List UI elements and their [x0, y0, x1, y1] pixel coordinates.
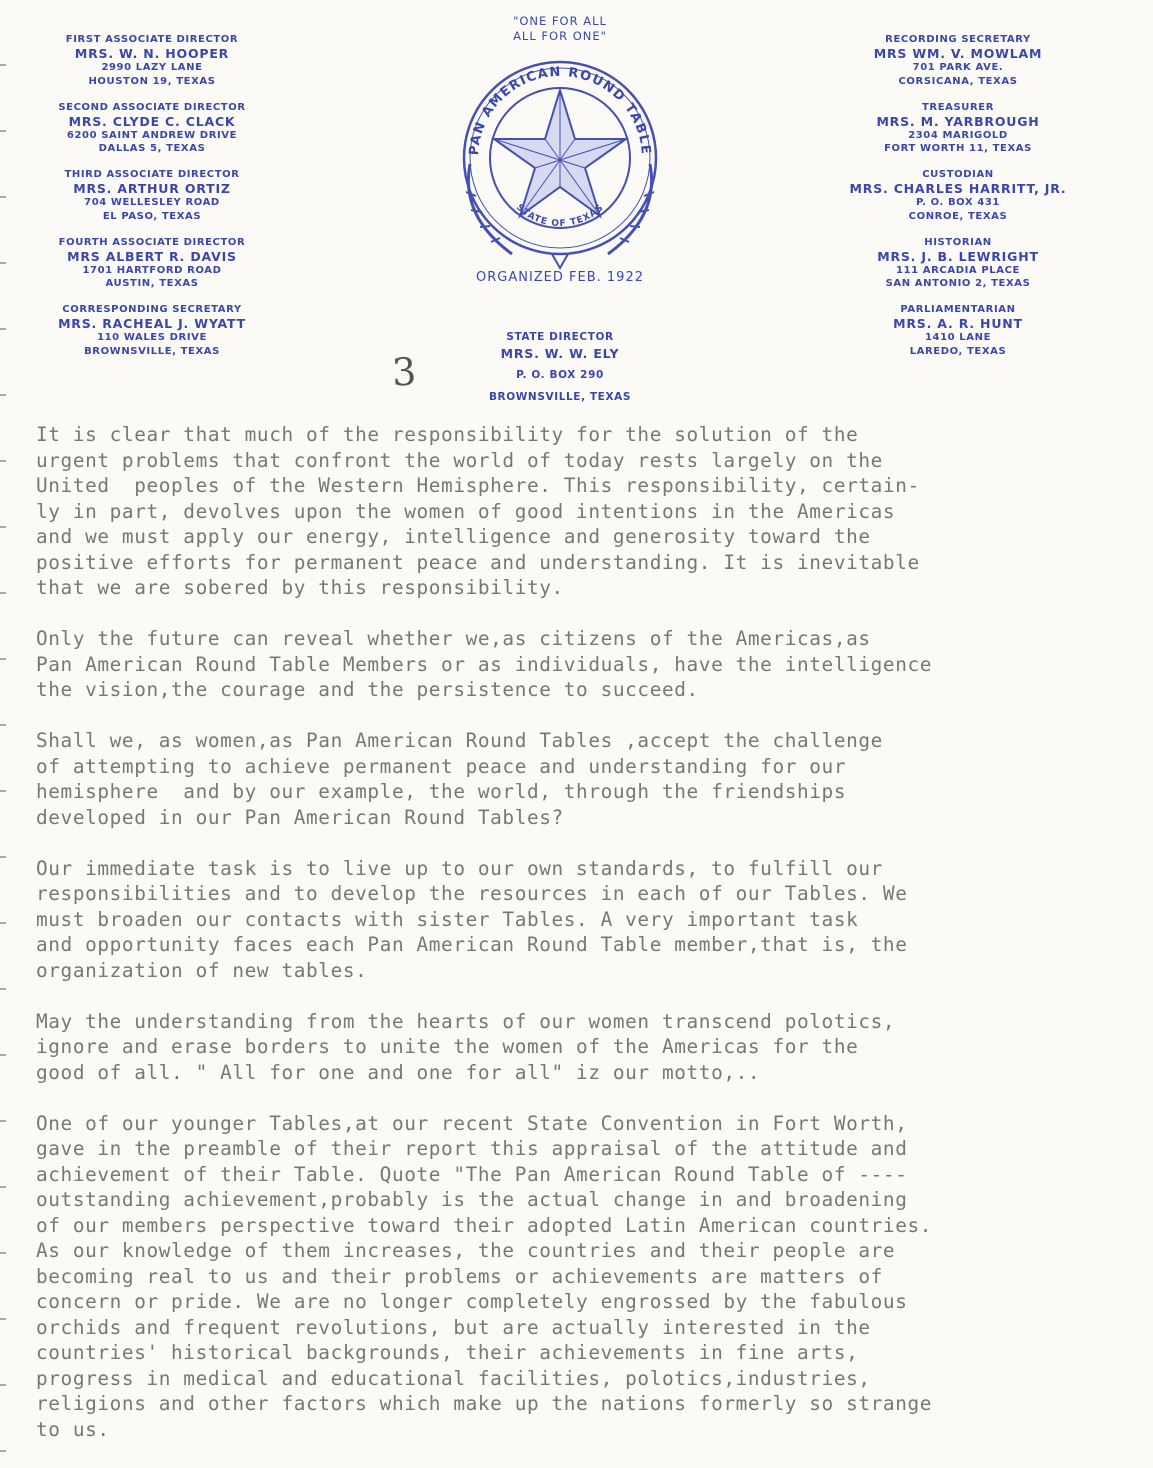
text-line: orchids and frequent revolutions, but are actually interested in the [36, 1315, 871, 1339]
officer-city: CORSICANA, TEXAS [898, 75, 1018, 87]
officer-name: MRS. ARTHUR ORTIZ [73, 181, 231, 196]
officer-role: FOURTH ASSOCIATE DIRECTOR [58, 236, 246, 248]
seal-text-top: PAN AMERICAN ROUND TABLE [466, 64, 654, 156]
officer-name: MRS. CLYDE C. CLACK [68, 113, 236, 129]
paragraph [36, 1009, 1136, 1086]
motto-line-2: ALL FOR ONE" [513, 29, 607, 43]
officer-address: 110 WALES DRIVE [97, 332, 207, 343]
officer-address: 2990 LAZY LANE [101, 62, 203, 73]
officer-role: SECOND ASSOCIATE DIRECTOR [58, 101, 246, 113]
text-line: countries' historical backgrounds, their achievements in fine arts, [36, 1341, 859, 1364]
text-line: Pan American Round Table Members or as individuals, have the intelligence [36, 652, 933, 676]
officer-city: AUSTIN, TEXAS [105, 278, 199, 289]
officer-block [22, 304, 282, 372]
paragraph [36, 626, 1136, 703]
text-line: and we must apply our energy, intelligence and generosity toward the [36, 525, 871, 548]
motto-line-1: "ONE FOR ALL [513, 14, 607, 28]
officer-block [828, 34, 1088, 102]
text-line: progress in medical and educational facilities, polotics,industries, [36, 1366, 871, 1390]
officer-address: 2304 MARIGOLD [908, 129, 1008, 141]
officer-city: CONROE, TEXAS [908, 210, 1008, 222]
officer-city: LAREDO, TEXAS [909, 345, 1007, 357]
officer-block [22, 169, 282, 237]
text-line: concern or pride. We are no longer completely engrossed by the fabulous [36, 1290, 908, 1313]
text-line: urgent problems that confront the world of today rests largely on the [36, 448, 883, 472]
text-line: Only the future can reveal whether we,as citizens of the Americas,as [36, 627, 871, 650]
officer-address: 111 ARCADIA PLACE [896, 264, 1020, 276]
right-officers-column [828, 34, 1088, 372]
officer-block [22, 237, 282, 305]
text-line: United peoples of the Western Hemisphere. This responsibility, certain- [36, 474, 920, 497]
officer-block [828, 169, 1088, 237]
scan-edge-marks [0, 0, 6, 1465]
state-director-address: P. O. BOX 290 [516, 369, 604, 381]
text-line: achievement of their Table. Quote "The Pan American Round Table of ---- [36, 1162, 908, 1186]
letter-body [36, 422, 1136, 1468]
officer-address: 1701 HARTFORD ROAD [82, 264, 222, 276]
officer-city: BROWNSVILLE, TEXAS [84, 345, 220, 357]
text-line: responsibilities and to develop the resources in each of our Tables. We [36, 882, 908, 905]
text-line: developed in our Pan American Round Tables? [36, 805, 564, 829]
officer-role: HISTORIAN [924, 236, 992, 248]
text-line: It is clear that much of the responsibility for the solution of the [36, 423, 859, 446]
text-line: outstanding achievement,probably is the actual change in and broadening [36, 1188, 908, 1211]
paragraph [36, 856, 1136, 984]
text-line: May the understanding from the hearts of our women transcend polotics, [36, 1009, 896, 1033]
officer-city: FORT WORTH 11, TEXAS [884, 143, 1032, 154]
text-line: organization of new tables. [36, 958, 368, 982]
handwritten-page-number: 3 [390, 349, 418, 395]
text-line: to us. [36, 1417, 110, 1441]
officer-block [828, 237, 1088, 305]
seal-text-bottom: STATE OF TEXAS [514, 202, 606, 230]
round-table-seal-logo [442, 46, 678, 272]
state-director-city: BROWNSVILLE, TEXAS [488, 391, 632, 403]
officer-address: 6200 SAINT ANDREW DRIVE [66, 129, 238, 141]
officer-name: MRS. A. R. HUNT [893, 316, 1023, 331]
text-line: Our immediate task is to live up to our own standards, to fulfill our [36, 856, 883, 880]
text-line: religions and other factors which make up the nations formerly so strange [36, 1392, 933, 1415]
officer-city: DALLAS 5, TEXAS [98, 143, 206, 154]
text-line: ly in part, devolves upon the women of good intentions in the Americas [36, 499, 896, 523]
text-line: of attempting to achieve permanent peace and understanding for our [36, 754, 847, 778]
officer-role: CUSTODIAN [922, 169, 994, 180]
text-line: the vision,the courage and the persistence to succeed. [36, 678, 699, 701]
organized-date: ORGANIZED FEB. 1922 [475, 270, 644, 285]
text-line: One of our younger Tables,at our recent State Convention in Fort Worth, [36, 1111, 908, 1135]
officer-name: MRS. M. YARBROUGH [876, 113, 1040, 129]
officer-role: TREASURER [921, 101, 995, 113]
state-director-name: MRS. W. W. ELY [500, 346, 620, 361]
officer-role: CORRESPONDING SECRETARY [62, 304, 242, 315]
officer-role: THIRD ASSOCIATE DIRECTOR [64, 169, 240, 180]
officer-name: MRS ALBERT R. DAVIS [67, 248, 237, 264]
officer-role: RECORDING SECRETARY [885, 34, 1031, 45]
officer-city: EL PASO, TEXAS [102, 210, 202, 222]
officer-city: HOUSTON 19, TEXAS [88, 75, 216, 87]
officer-name: MRS. J. B. LEWRIGHT [877, 248, 1039, 264]
text-line: As our knowledge of them increases, the countries and their people are [36, 1239, 896, 1262]
state-director-role: STATE DIRECTOR [506, 331, 614, 343]
text-line: Shall we, as women,as Pan American Round Tables ,accept the challenge [36, 729, 883, 752]
text-line: good of all. " All for one and one for all" iz our motto,.. [36, 1060, 761, 1084]
text-line: ignore and erase borders to unite the women of the Americas for the [36, 1035, 859, 1058]
letterhead-center [430, 14, 690, 403]
officer-name: MRS WM. V. MOWLAM [873, 46, 1043, 61]
officer-address: 704 WELLESLEY ROAD [84, 197, 220, 208]
paragraph [36, 728, 1136, 830]
text-line: that we are sobered by this responsibility. [36, 576, 564, 599]
text-line: becoming real to us and their problems or achievements are matters of [36, 1264, 883, 1288]
text-line: gave in the preamble of their report this appraisal of the attitude and [36, 1137, 908, 1160]
text-line: must broaden our contacts with sister Tables. A very important task [36, 907, 859, 931]
officer-name: MRS. RACHEAL J. WYATT [58, 316, 246, 331]
officer-role: FIRST ASSOCIATE DIRECTOR [65, 34, 239, 45]
officer-block [22, 102, 282, 170]
officer-block [828, 304, 1088, 372]
paragraph [36, 1111, 1136, 1443]
officer-name: MRS. CHARLES HARRITT, JR. [849, 181, 1067, 196]
text-line: of our members perspective toward their adopted Latin American countries. [36, 1213, 933, 1237]
text-line: and opportunity faces each Pan American Round Table member,that is, the [36, 933, 908, 956]
officer-address: 701 PARK AVE. [912, 62, 1004, 73]
officer-block [828, 102, 1088, 170]
left-officers-column [22, 34, 282, 372]
officer-block [22, 34, 282, 102]
officer-name: MRS. W. N. HOOPER [74, 46, 230, 61]
text-line: hemisphere and by our example, the world, through the friendships [36, 780, 847, 803]
officer-address: 1410 LANE [924, 332, 992, 343]
officer-city: SAN ANTONIO 2, TEXAS [885, 278, 1031, 289]
state-director-block [430, 330, 690, 408]
officer-role: PARLIAMENTARIAN [900, 304, 1016, 315]
officer-address: P. O. BOX 431 [916, 197, 1000, 208]
paragraph [36, 422, 1136, 601]
text-line: positive efforts for permanent peace and understanding. It is inevitable [36, 550, 920, 574]
